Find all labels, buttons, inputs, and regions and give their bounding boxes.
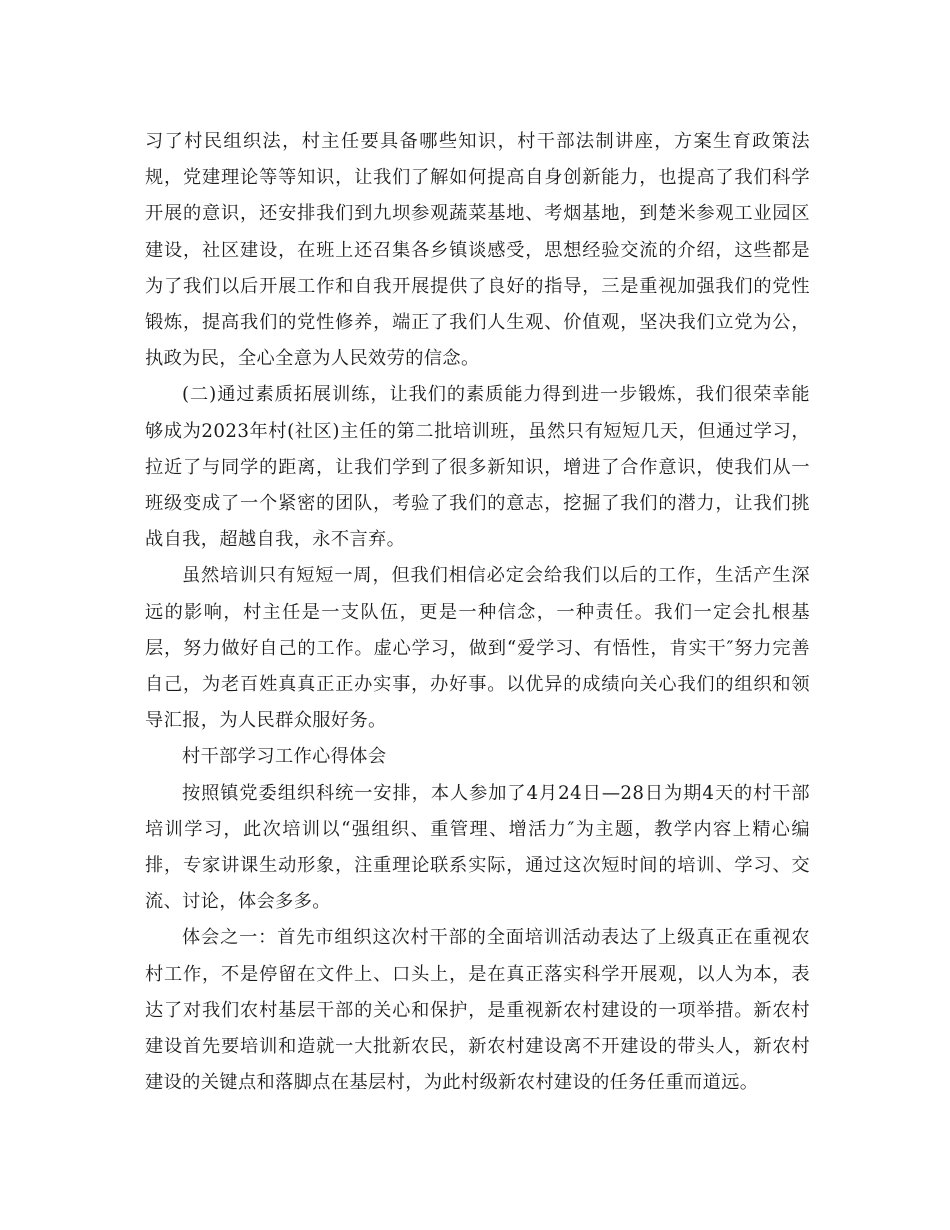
paragraph-commitment: 虽然培训只有短短一周，但我们相信必定会给我们以后的工作，生活产生深远的影响，村主任是一支队伍，更是一种信念，一种责任。我们一定会扎根基层，努力做好自己的工作。虚心学习，做到“爱学习、有悟性，肯实干″努力完善自己，为老百姓真真正正办实事，办好事。以优异的成绩向关心我们的组织和领导汇报，为人民群众服好务。 [145, 565, 810, 732]
paragraph-quality-training: (二)通过素质拓展训练，让我们的素质能力得到进一步锻炼，我们很荣幸能够成为2023年村(社区)主任的第二批培训班，虽然只有短短几天，但通过学习，拉近了与同学的距离，让我们学到了很多新知识，增进了合作意识，使我们从一班级变成了一个紧密的团队，考验了我们的意志，挖掘了我们的潜力，让我们挑战自我，超越自我，永不言弃。 [145, 384, 810, 551]
paragraph-continuation: 习了村民组织法，村主任要具备哪些知识，村干部法制讲座，方案生育政策法规，党建理论等等知识，让我们了解如何提高自身创新能力，也提高了我们科学开展的意识，还安排我们到九坝参观蔬菜基地、考烟基地，到楚米参观工业园区建设，社区建设，在班上还召集各乡镇谈感受，思想经验交流的介绍，这些都是为了我们以后开展工作和自我开展提供了良好的指导，三是重视加强我们的党性锻炼，提高我们的党性修养，端正了我们人生观、价值观，坚决我们立党为公，执政为民，全心全意为人民效劳的信念。 [145, 131, 810, 370]
paragraph-insight-one: 体会之一：首先市组织这次村干部的全面培训活动表达了上级真正在重视农村工作，不是停留在文件上、口头上，是在真正落实科学开展观，以人为本，表达了对我们农村基层干部的关心和保护，是重视新农村建设的一项举措。新农村建设首先要培训和造就一大批新农民，新农村建设离不开建设的带头人，新农村建设的关键点和落脚点在基层村，为此村级新农村建设的任务任重而道远。 [145, 927, 810, 1094]
section-title: 村干部学习工作心得体会 [182, 746, 387, 768]
paragraph-training-intro: 按照镇党委组织科统一安排，本人参加了4月24日—28日为期4天的村干部培训学习，此次培训以“强组织、重管理、增活力″为主题，教学内容上精心编排，专家讲课生动形象，注重理论联系实际，通过这次短时间的培训、学习、交流、讨论，体会多多。 [145, 782, 810, 913]
document-body [145, 124, 810, 1101]
